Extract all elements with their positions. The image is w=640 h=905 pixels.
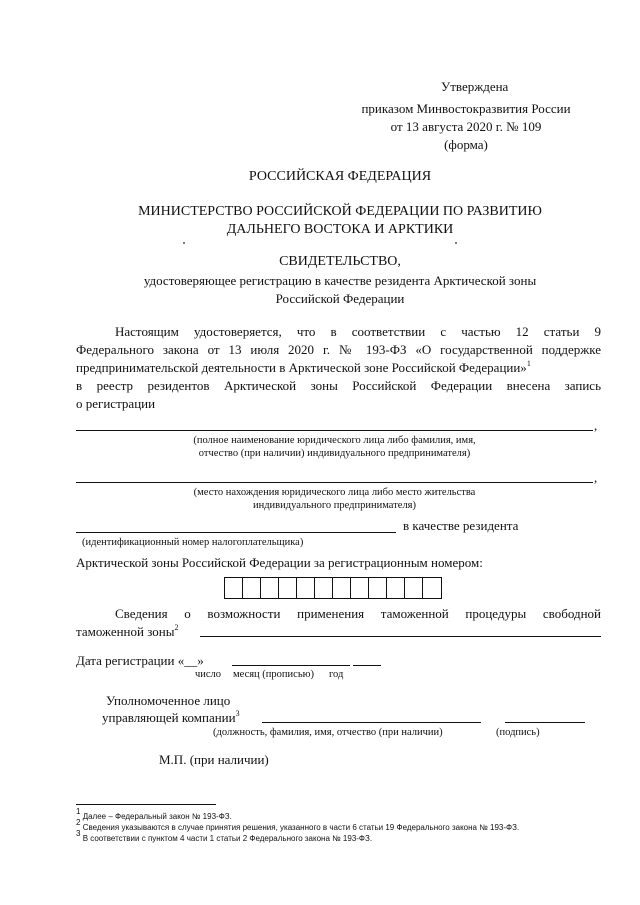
footnote-2-text: Сведения указываются в случае принятия решения, указанного в части 6 статьи 19 Федерального закона № 193-ФЗ. <box>82 823 520 832</box>
reg-number-cell[interactable] <box>260 578 278 598</box>
ministry-line1: МИНИСТЕРСТВО РОССИЙСКОЙ ФЕДЕРАЦИИ ПО РАЗВИТИЮ <box>138 204 542 219</box>
auth-line1: Уполномоченное лицо <box>106 693 231 708</box>
ministry-line2: ДАЛЬНЕГО ВОСТОКА И АРКТИКИ <box>226 222 454 237</box>
reg-number-cell[interactable] <box>386 578 404 598</box>
approval-line2: приказом Минвостокразвития России <box>361 101 571 116</box>
auth-caption: (должность, фамилия, имя, отчество (при наличии) <box>213 727 443 738</box>
name-field-line[interactable] <box>76 430 593 431</box>
footnote-3-text: В соответствии с пунктом 4 части 1 статьи 2 Федерального закона № 193-ФЗ. <box>82 834 373 843</box>
date-label: Дата регистрации «__» <box>76 653 204 668</box>
customs-line1: Сведения о возможности применения таможенной процедуры свободной <box>115 606 601 621</box>
name-caption-line1: (полное наименование юридического лица либо фамилия, имя, <box>193 435 476 446</box>
approval-line3: от 13 августа 2020 г. № 109 <box>390 119 542 134</box>
footnote-ref-3: 3 <box>235 708 240 718</box>
reg-number-cell[interactable] <box>350 578 368 598</box>
auth-person-line[interactable] <box>262 722 481 723</box>
arctic-line: Арктической зоны Российской Федерации за регистрационным номером: <box>76 555 483 570</box>
auth-line2 <box>102 709 240 727</box>
footnote-2-mark: 2 <box>76 818 81 828</box>
body-line4: в реестр резидентов Арктической зоны Российской Федерации внесена запись <box>76 378 601 393</box>
certificate-title: СВИДЕТЕЛЬСТВО, <box>279 254 401 269</box>
certificate-subtitle-line2: Российской Федерации <box>275 291 405 306</box>
place-caption-line1: (место нахождения юридического лица либо место жительства <box>193 487 476 498</box>
date-caption-month: месяц (прописью) <box>233 669 314 680</box>
inn-field-line[interactable] <box>76 532 396 533</box>
signature-line[interactable] <box>505 722 585 723</box>
body-line3 <box>76 359 601 377</box>
place-field-comma: , <box>594 470 598 485</box>
inn-caption: (идентификационный номер налогоплательщика) <box>82 537 304 548</box>
registration-number-boxes[interactable] <box>224 577 442 599</box>
body-line3-text: предпринимательской деятельности в Арктической зоне Российской Федерации» <box>76 360 527 375</box>
name-field-comma: , <box>594 418 598 433</box>
scan-speck <box>183 242 185 244</box>
date-caption-day: число <box>195 669 222 680</box>
reg-number-cell[interactable] <box>296 578 314 598</box>
name-caption-line2: отчество (при наличии) индивидуального предпринимателя) <box>198 448 471 459</box>
resident-label: в качестве резидента <box>403 518 519 533</box>
date-caption-year: год <box>329 669 344 680</box>
reg-number-cell[interactable] <box>278 578 296 598</box>
reg-number-cell[interactable] <box>332 578 350 598</box>
auth-line2-text: управляющей компании <box>102 710 236 725</box>
reg-number-cell[interactable] <box>404 578 422 598</box>
body-line5: о регистрации <box>76 396 156 411</box>
signature-caption: (подпись) <box>496 727 540 738</box>
scan-speck <box>455 242 457 244</box>
reg-number-cell[interactable] <box>314 578 332 598</box>
footnote-1-mark: 1 <box>76 807 81 817</box>
country-title: РОССИЙСКАЯ ФЕДЕРАЦИЯ <box>248 169 432 184</box>
footnote-ref-2: 2 <box>174 622 179 632</box>
place-caption-line2: индивидуального предпринимателя) <box>252 500 417 511</box>
stamp-label: М.П. (при наличии) <box>159 752 269 767</box>
approval-line4: (форма) <box>444 137 488 152</box>
body-line2: Федерального закона от 13 июля 2020 г. № 193-ФЗ «О государственной поддержке <box>76 342 601 357</box>
reg-number-cell[interactable] <box>224 578 242 598</box>
approval-line1: Утверждена <box>441 79 509 94</box>
footnote-1 <box>76 807 232 822</box>
body-line1: Настоящим удостоверяется, что в соответствии с частью 12 статьи 9 <box>115 324 601 339</box>
footnote-2 <box>76 818 520 833</box>
reg-number-cell[interactable] <box>422 578 440 598</box>
customs-line2-text: таможенной зоны <box>76 624 175 639</box>
place-field-line[interactable] <box>76 482 593 483</box>
reg-number-cell[interactable] <box>368 578 386 598</box>
date-month-line[interactable] <box>232 665 350 666</box>
footnote-1-text: Далее – Федеральный закон № 193-ФЗ. <box>82 812 232 821</box>
footnote-3-mark: 3 <box>76 829 81 839</box>
footnote-3 <box>76 829 373 844</box>
reg-number-cell[interactable] <box>242 578 260 598</box>
footnote-separator <box>76 804 216 805</box>
certificate-subtitle-line1: удостоверяющее регистрацию в качестве резидента Арктической зоны <box>143 273 537 288</box>
footnote-ref-1: 1 <box>526 358 531 368</box>
customs-line2 <box>76 623 178 641</box>
date-year-line[interactable] <box>353 665 381 666</box>
customs-field-line[interactable] <box>200 636 601 637</box>
